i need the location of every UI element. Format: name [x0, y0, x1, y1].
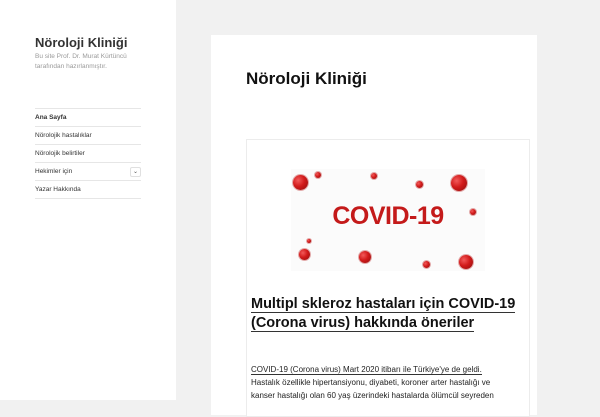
sidebar	[0, 0, 176, 400]
virus-icon	[359, 251, 371, 263]
menu-item-ana-sayfa[interactable]: Ana Sayfa	[35, 109, 141, 127]
post-card	[246, 139, 530, 417]
menu-item-norolojik-belirtiler[interactable]: Nörolojik belirtiler	[35, 145, 141, 163]
excerpt-line: kanser hastalığı olan 60 yaş üzerindeki hastalarda ölümcül seyreden	[251, 391, 494, 400]
menu-item-label: Hekimler için	[35, 168, 73, 175]
chevron-down-icon[interactable]: ⌄	[130, 167, 141, 177]
site-title[interactable]: Nöroloji Kliniği	[35, 35, 128, 50]
virus-icon	[299, 249, 310, 260]
main-content	[211, 35, 537, 415]
covid-banner-text: COVID-19	[332, 202, 444, 230]
post-title-link[interactable]: Multipl skleroz hastaları için COVID-19 (Corona virus) hakkında öneriler	[251, 296, 516, 331]
site-description: Bu site Prof. Dr. Murat Kürtüncü tarafından hazırlanmıştır.	[35, 53, 127, 70]
menu-item-hekimler-icin[interactable]	[35, 163, 141, 181]
post-title[interactable]	[251, 295, 523, 333]
main-menu	[35, 108, 141, 199]
virus-icon	[315, 172, 321, 178]
excerpt-line: COVID-19 (Corona virus) Mart 2020 itibarı ile Türkiye'ye de geldi.	[251, 365, 482, 374]
menu-item-norolojik-hastaliklar[interactable]: Nörolojik hastalıklar	[35, 127, 141, 145]
featured-image[interactable]	[291, 169, 485, 271]
excerpt-line: Hastalık özellikle hipertansiyonu, diyabeti, koroner arter hastalığı ve	[251, 378, 491, 387]
menu-item-yazar-hakkinda[interactable]: Yazar Hakkında	[35, 181, 141, 199]
virus-icon	[371, 173, 377, 179]
virus-icon	[416, 181, 423, 188]
virus-icon	[423, 261, 430, 268]
virus-icon	[293, 175, 308, 190]
page-title: Nöroloji Kliniği	[246, 69, 367, 88]
virus-icon	[451, 175, 467, 191]
post-excerpt	[251, 363, 529, 402]
virus-icon	[459, 255, 473, 269]
virus-icon	[307, 239, 311, 243]
